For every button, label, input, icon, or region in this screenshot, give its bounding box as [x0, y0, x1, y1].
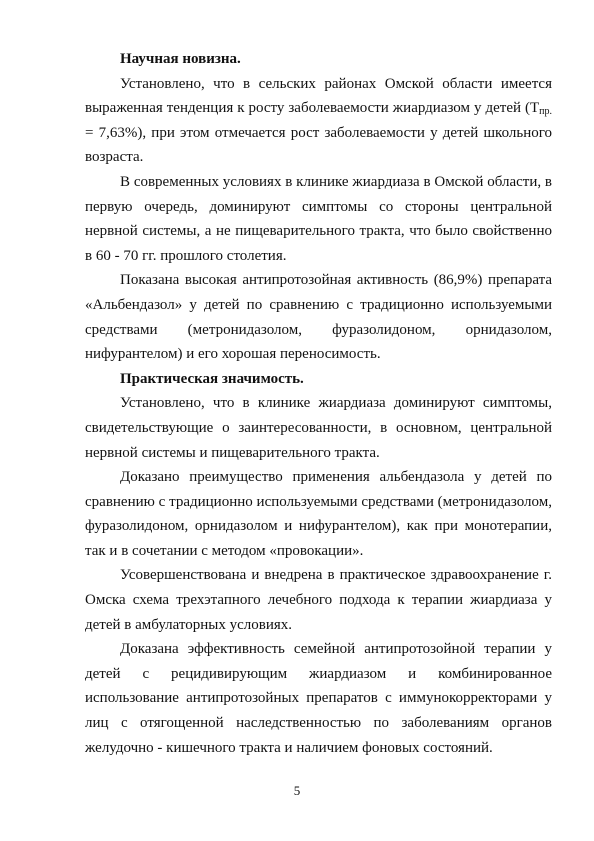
paragraph-albendazole-advantage: Доказано преимущество применения альбендазола у детей по сравнению с традиционно используемыми средствами (метронидазолом, фуразолидоном, орнидазолом и нифурантелом), как при монотерапии, так и в сочетании с методом «провокации». — [85, 469, 552, 559]
page-content — [85, 47, 552, 760]
heading-practical-significance: Практическая значимость. — [120, 370, 304, 387]
heading-scientific-novelty: Научная новизна. — [120, 51, 241, 67]
paragraph-incidence-text-1: Установлено, что в сельских районах Омской области имеется выраженная тенденция к росту заболеваемости жиардиазом у детей (Т — [85, 75, 552, 117]
paragraph-clinic-symptoms: В современных условиях в клинике жиардиаза в Омской области, в первую очередь, доминируют симптомы со стороны центральной нервной системы, а не пищеварительного тракта, что было свойственно в 60 - 70 гг. прошлого столетия. — [85, 173, 552, 264]
paragraph-incidence — [85, 72, 552, 170]
paragraph-incidence-text-2: = 7,63%), при этом отмечается рост заболеваемости у детей школьного возраста. — [85, 124, 552, 166]
paragraph-albendazole-activity: Показана высокая антипротозойная активность (86,9%) препарата «Альбендазол» у детей по сравнению с традиционно используемыми средствами (метронидазолом, фуразолидоном, орнидазолом, нифурантелом) и его хорошая переносимость. — [85, 272, 552, 363]
page-number: 5 — [293, 783, 301, 798]
paragraph-family-therapy: Доказана эффективность семейной антипротозойной терапии у детей с рецидивирующим жиардиазом и комбинированное использование антипротозойных препаратов с иммунокорректорами у лиц с отягощенной наследственностью по заболеваниям органов желудочно - кишечного тракта и наличием фоновых состояний. — [85, 641, 552, 756]
paragraph-three-stage-scheme: Усовершенствована и внедрена в практическое здравоохранение г. Омска схема трехэтапного лечебного подхода к терапии жиардиаза у детей в амбулаторных условиях. — [85, 567, 552, 633]
trend-subscript: пр. — [539, 106, 552, 118]
paragraph-dominant-symptoms: Установлено, что в клинике жиардиаза доминируют симптомы, свидетельствующие о заинтересованности, в основном, центральной нервной системы и пищеварительного тракта. — [85, 395, 552, 461]
